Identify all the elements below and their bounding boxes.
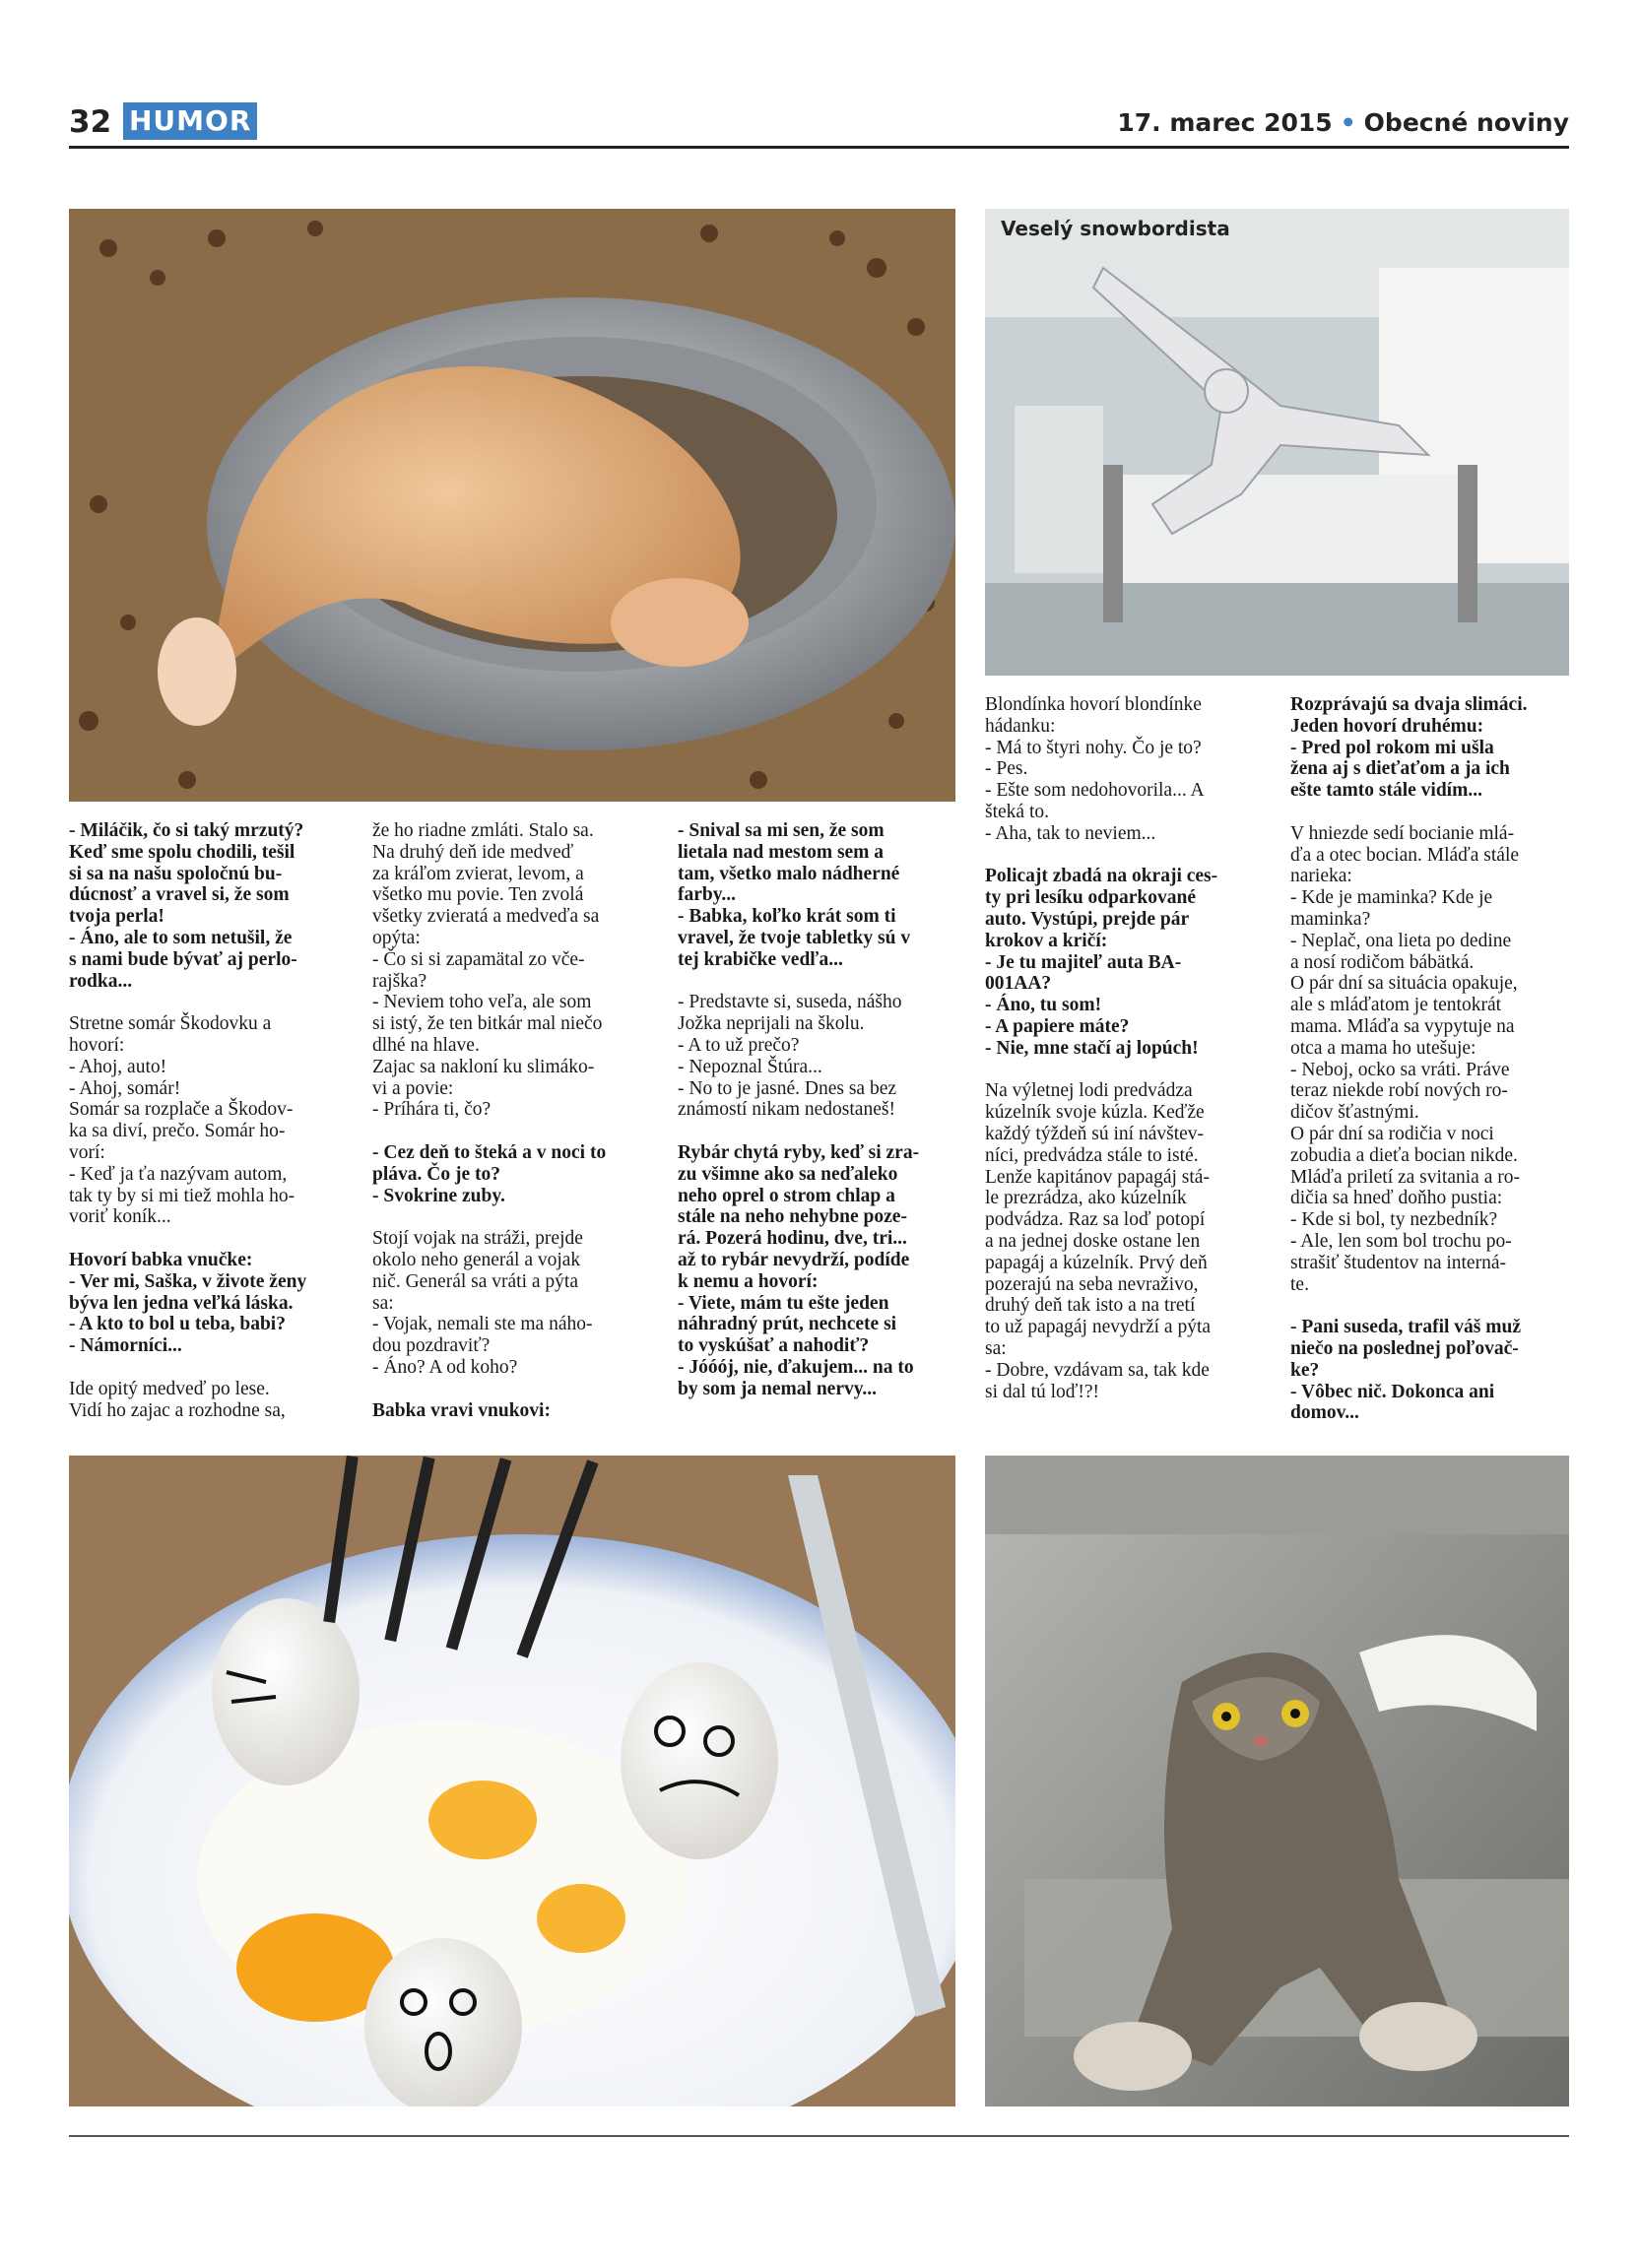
text-line: ďa a otec bocian. Mláďa stále bbox=[1290, 844, 1520, 866]
text-line: Blondínka hovorí blondínke bbox=[985, 694, 1202, 715]
text-line: - Keď ja ťa nazývam autom, bbox=[69, 1163, 288, 1185]
text-line: te. bbox=[1290, 1273, 1309, 1295]
text-line: neho oprel o strom chlap a bbox=[678, 1185, 895, 1206]
text-line: - Neboj, ocko sa vráti. Práve bbox=[1290, 1059, 1510, 1080]
text-line: - Jóóój, nie, ďakujem... na to bbox=[678, 1356, 914, 1378]
text-line: - A to už prečo? bbox=[678, 1034, 800, 1056]
text-line: a na jednej doske ostane len bbox=[985, 1230, 1201, 1252]
text-line: - Ver mi, Saška, v živote ženy bbox=[69, 1270, 307, 1292]
text-line: Babka vravi vnukovi: bbox=[372, 1399, 551, 1421]
text-line: si istý, že ten bitkár mal niečo bbox=[372, 1013, 603, 1035]
text-line: mama. Mláďa sa vypytuje na bbox=[1290, 1015, 1515, 1037]
text-line: - Ešte som nedohovorila... A bbox=[985, 780, 1205, 802]
text-line: náhradný prút, nechcete si bbox=[678, 1314, 897, 1335]
text-line: známostí nikam nedostaneš! bbox=[678, 1099, 895, 1121]
text-line: papagáj a kúzelník. Prvý deň bbox=[985, 1252, 1208, 1273]
text-line: Na druhý deň ide medveď bbox=[372, 841, 574, 863]
text-line: si sa na našu spoločnú bu- bbox=[69, 863, 283, 884]
text-line: - Je tu majiteľ auta BA- bbox=[985, 951, 1182, 973]
text-line: šteká to. bbox=[985, 801, 1049, 822]
text-line: ale s mláďatom je tentokrát bbox=[1290, 995, 1502, 1016]
text-line: - Áno, ale to som netušil, že bbox=[69, 927, 293, 948]
text-line: podvádza. Raz sa loď potopí bbox=[985, 1209, 1206, 1231]
snowboarder-caption: Veselý snowbordista bbox=[1001, 217, 1230, 240]
text-line: Stretne somár Škodovku a bbox=[69, 1013, 272, 1035]
text-line: níci, predvádza stále to isté. bbox=[985, 1144, 1199, 1166]
text-line: tak ty by si mi tiež mohla ho- bbox=[69, 1185, 295, 1206]
text-line: za kráľom zvierat, levom, a bbox=[372, 863, 584, 884]
text-line: - A papiere máte? bbox=[985, 1015, 1130, 1037]
text-line: otca a mama ho utešuje: bbox=[1290, 1037, 1476, 1059]
text-line: rajška? bbox=[372, 970, 427, 992]
text-line: - Cez deň to šteká a v noci to bbox=[372, 1141, 607, 1163]
text-line: každý týždeň sú iní návštev- bbox=[985, 1123, 1205, 1144]
text-line: auto. Vystúpi, prejde pár bbox=[985, 908, 1190, 930]
text-line: Hovorí babka vnučke: bbox=[69, 1249, 253, 1270]
wet-cat-photo bbox=[985, 1456, 1569, 2106]
text-line: domov... bbox=[1290, 1402, 1359, 1424]
text-line: stále na neho nehybne poze- bbox=[678, 1206, 907, 1228]
text-line: to už papagáj nevydrží a pýta bbox=[985, 1317, 1212, 1338]
text-line: Mláďa priletí za svitania a ro- bbox=[1290, 1166, 1520, 1188]
text-line: le prezrádza, ako kúzelník bbox=[985, 1188, 1187, 1209]
text-line: druhý deň tak isto a na tretí bbox=[985, 1295, 1196, 1317]
text-line: dičia sa hneď doňho pustia: bbox=[1290, 1188, 1503, 1209]
text-line: sa: bbox=[985, 1337, 1007, 1359]
text-line: Jožka neprijali na školu. bbox=[678, 1013, 865, 1035]
text-line: to vyskúšať a nahodiť? bbox=[678, 1335, 870, 1357]
text-line: narieka: bbox=[1290, 866, 1352, 887]
header-rule bbox=[69, 146, 1569, 149]
issue-date: 17. marec 2015 bbox=[1117, 108, 1333, 137]
text-line: zu všimne ako sa neďaleko bbox=[678, 1163, 898, 1185]
text-line: O pár dní sa rodičia v noci bbox=[1290, 1123, 1494, 1144]
text-line: vorí: bbox=[69, 1141, 105, 1163]
text-line: niečo na poslednej poľovač- bbox=[1290, 1337, 1519, 1359]
text-line: - Predstavte si, suseda, nášho bbox=[678, 992, 902, 1013]
text-line: tam, všetko malo nádherné bbox=[678, 863, 900, 884]
text-line: opýta: bbox=[372, 927, 421, 948]
text-line: a nosí rodičom bábätká. bbox=[1290, 951, 1475, 973]
text-line: dúcnosť a vravel si, že som bbox=[69, 884, 290, 906]
text-line: - Neplač, ona lieta po dedine bbox=[1290, 930, 1512, 951]
text-line: nič. Generál sa vráti a pýta bbox=[372, 1270, 578, 1292]
text-line: Policajt zbadá na okraji ces- bbox=[985, 866, 1218, 887]
text-line: žena aj s dieťaťom a ja ich bbox=[1290, 758, 1510, 780]
page-number: 32 bbox=[69, 104, 112, 140]
text-line: - Vojak, nemali ste ma náho- bbox=[372, 1314, 593, 1335]
column-3 bbox=[678, 820, 957, 1400]
text-line: - Pred pol rokom mi ušla bbox=[1290, 737, 1494, 758]
text-line: vravel, že tvoje tabletky sú v bbox=[678, 927, 911, 948]
text-line: - Má to štyri nohy. Čo je to? bbox=[985, 737, 1202, 758]
text-line: - Dobre, vzdávam sa, tak kde bbox=[985, 1359, 1210, 1381]
text-line: krokov a kričí: bbox=[985, 930, 1108, 951]
text-line: že ho riadne zmláti. Stalo sa. bbox=[372, 820, 594, 841]
text-line: - Ahoj, auto! bbox=[69, 1056, 167, 1077]
text-line: Vidí ho zajac a rozhodne sa, bbox=[69, 1399, 286, 1421]
text-line: - Neviem toho veľa, ale som bbox=[372, 992, 592, 1013]
text-line: - Pani suseda, trafil váš muž bbox=[1290, 1317, 1521, 1338]
column-1 bbox=[69, 820, 349, 1421]
separator-dot: • bbox=[1340, 108, 1356, 137]
snowboarder-photo bbox=[985, 209, 1569, 676]
text-line: Lenže kapitánov papagáj stá- bbox=[985, 1166, 1210, 1188]
text-line: - Námorníci... bbox=[69, 1335, 182, 1357]
text-line: lietala nad mestom sem a bbox=[678, 841, 885, 863]
text-line: všetko mu povie. Ten zvolá bbox=[372, 884, 584, 906]
text-line: - No to je jasné. Dnes sa bez bbox=[678, 1077, 897, 1099]
text-line: - Miláčik, čo si taký mrzutý? bbox=[69, 820, 304, 841]
text-line: - Vôbec nič. Dokonca ani bbox=[1290, 1381, 1495, 1402]
text-line: O pár dní sa situácia opakuje, bbox=[1290, 973, 1518, 995]
text-line: hovorí: bbox=[69, 1034, 125, 1056]
text-line: rodka... bbox=[69, 970, 133, 992]
text-line: ešte tamto stále vidím... bbox=[1290, 780, 1482, 802]
text-line: teraz niekde robí nových ro- bbox=[1290, 1080, 1508, 1102]
text-line: býva len jedna veľká láska. bbox=[69, 1292, 294, 1314]
text-line: Keď sme spolu chodili, tešil bbox=[69, 841, 295, 863]
text-line: okolo neho generál a vojak bbox=[372, 1249, 581, 1270]
text-line: strašiť študentov na interná- bbox=[1290, 1252, 1506, 1273]
text-line: voriť koník... bbox=[69, 1206, 171, 1228]
text-line: Ide opitý medveď po lese. bbox=[69, 1378, 270, 1399]
column-5 bbox=[1290, 694, 1569, 1424]
text-line: zobudia a dieťa bocian nikde. bbox=[1290, 1144, 1518, 1166]
text-line: by som ja nemal nervy... bbox=[678, 1378, 878, 1399]
text-line: ke? bbox=[1290, 1359, 1320, 1381]
text-line: - Ahoj, somár! bbox=[69, 1077, 181, 1099]
text-line: - Pes. bbox=[985, 758, 1028, 780]
text-line: - Aha, tak to neviem... bbox=[985, 822, 1156, 844]
text-line: - Svokrine zuby. bbox=[372, 1185, 505, 1206]
text-line: - Príhára ti, čo? bbox=[372, 1099, 492, 1121]
column-4 bbox=[985, 694, 1263, 1402]
text-line: V hniezde sedí bocianie mlá- bbox=[1290, 822, 1515, 844]
text-line: Jeden hovorí druhému: bbox=[1290, 715, 1484, 737]
text-line: k nemu a hovorí: bbox=[678, 1270, 819, 1292]
text-line: - Snival sa mi sen, že som bbox=[678, 820, 885, 841]
text-line: dlhé na hlave. bbox=[372, 1034, 480, 1056]
text-line: - Áno? A od koho? bbox=[372, 1356, 518, 1378]
page-header bbox=[69, 97, 1569, 148]
text-line: - Babka, koľko krát som ti bbox=[678, 906, 896, 928]
text-line: Somár sa rozplače a Škodov- bbox=[69, 1099, 294, 1121]
text-line: - Viete, mám tu ešte jeden bbox=[678, 1292, 889, 1314]
text-line: ty pri lesíku odparkované bbox=[985, 887, 1196, 909]
text-line: hádanku: bbox=[985, 715, 1056, 737]
text-line: až to rybár nevydrží, podíde bbox=[678, 1249, 910, 1270]
text-line: Stojí vojak na stráži, prejde bbox=[372, 1228, 583, 1250]
footer-rule bbox=[69, 2135, 1569, 2137]
text-line: dou pozdraviť? bbox=[372, 1335, 491, 1357]
text-line: - Kde je maminka? Kde je bbox=[1290, 887, 1493, 909]
text-line: s nami bude bývať aj perlo- bbox=[69, 948, 297, 970]
text-line: si dal tú loď!?! bbox=[985, 1381, 1100, 1402]
text-line: všetky zvieratá a medveďa sa bbox=[372, 906, 600, 928]
text-line: ka sa diví, prečo. Somár ho- bbox=[69, 1121, 286, 1142]
text-line: farby... bbox=[678, 884, 737, 906]
publication-name: Obecné noviny bbox=[1363, 108, 1569, 137]
text-line: maminka? bbox=[1290, 908, 1371, 930]
text-line: sa: bbox=[372, 1292, 394, 1314]
puppy-photo bbox=[69, 209, 955, 802]
text-line: Na výletnej lodi predvádza bbox=[985, 1080, 1193, 1102]
text-line: pozerajú na seba nevraživo, bbox=[985, 1273, 1199, 1295]
text-line: - A kto to bol u teba, babi? bbox=[69, 1314, 286, 1335]
column-2 bbox=[372, 820, 651, 1421]
text-line: tej krabičke vedľa... bbox=[678, 948, 843, 970]
issue-info bbox=[1117, 108, 1569, 137]
section-label: HUMOR bbox=[123, 102, 257, 140]
text-line: Zajac sa nakloní ku slimáko- bbox=[372, 1056, 595, 1077]
text-line: - Ale, len som bol trochu po- bbox=[1290, 1230, 1512, 1252]
text-line: dičov šťastnými. bbox=[1290, 1102, 1419, 1124]
text-line: Rozprávajú sa dvaja slimáci. bbox=[1290, 694, 1528, 715]
text-line: vi a povie: bbox=[372, 1077, 454, 1099]
text-line: tvoja perla! bbox=[69, 906, 164, 928]
text-line: rá. Pozerá hodinu, dve, tri... bbox=[678, 1228, 907, 1250]
text-line: pláva. Čo je to? bbox=[372, 1163, 500, 1185]
text-line: kúzelník svoje kúzla. Keďže bbox=[985, 1102, 1205, 1124]
eggs-photo bbox=[69, 1456, 955, 2106]
text-line: - Kde si bol, ty nezbedník? bbox=[1290, 1209, 1498, 1231]
text-line: - Čo si si zapamätal zo vče- bbox=[372, 948, 585, 970]
text-line: Rybár chytá ryby, keď si zra- bbox=[678, 1141, 920, 1163]
text-line: 001AA? bbox=[985, 973, 1052, 995]
text-line: - Nepoznal Štúra... bbox=[678, 1056, 822, 1077]
text-line: - Áno, tu som! bbox=[985, 995, 1102, 1016]
text-line: - Nie, mne stačí aj lopúch! bbox=[985, 1037, 1199, 1059]
